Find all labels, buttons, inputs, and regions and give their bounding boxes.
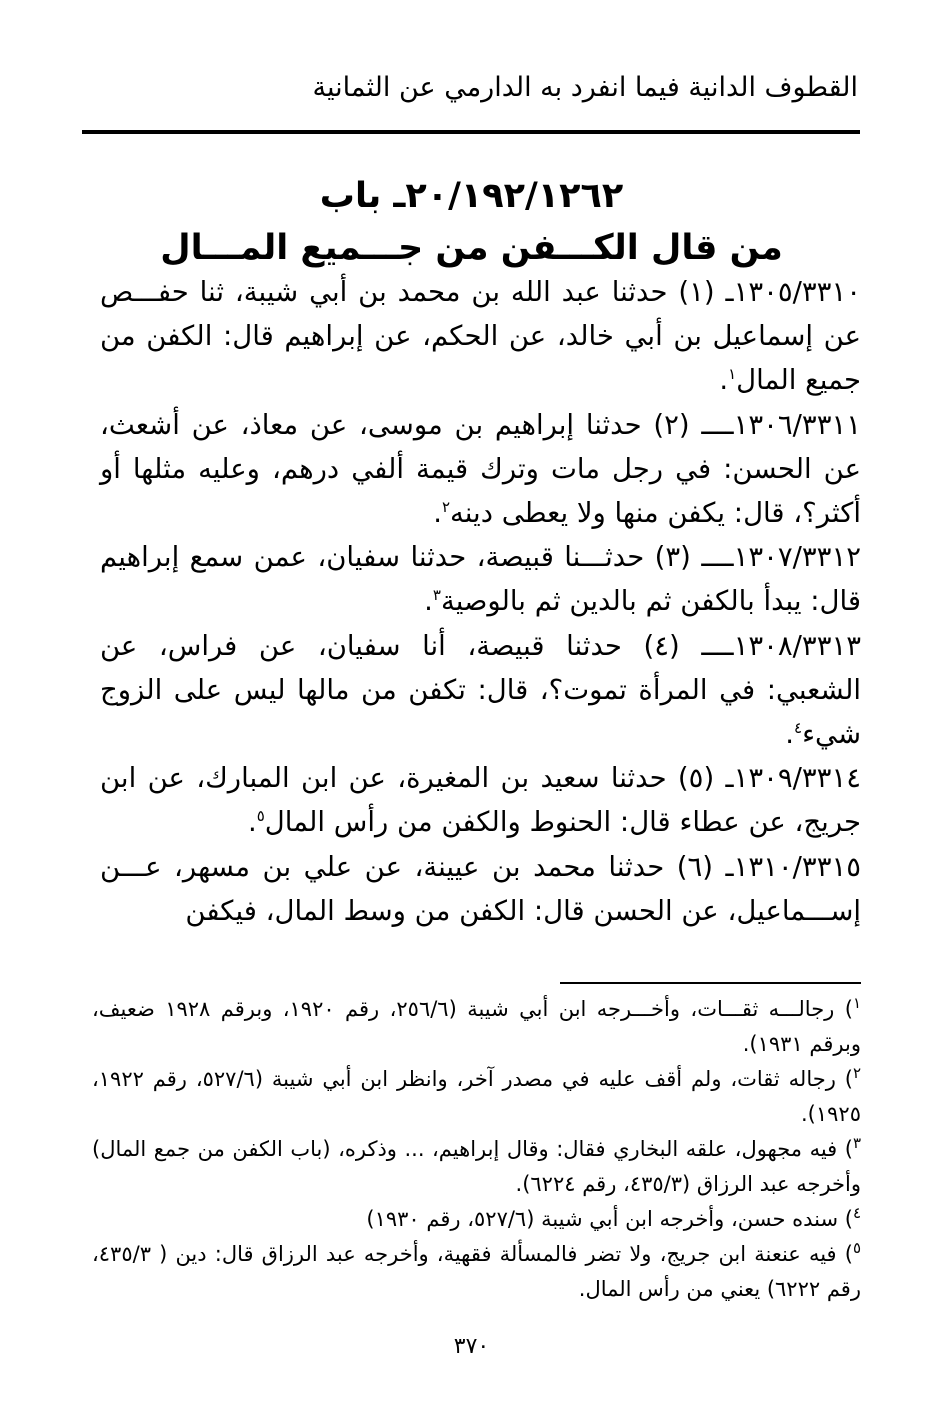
footnote-marker: ٣ [852, 1134, 861, 1152]
hadith-6 [100, 845, 861, 933]
footnote-marker: ٢ [852, 1064, 861, 1082]
hadith-2: ١٣٠٦/٣٣١١ــــ (٢) حدثنا إبراهيم بن موسى، عن معاذ، عن أشعث، عن الحسن: في رجل مات وترك قيمة ألفي درهم، وعليه مثلها أو أكثر؟، قال: يكفن منها ولا يعطى دينه$^٢$. [100, 408, 862, 530]
hadith-text: ١٣٠٦/٣٣١١ــــ (٢) حدثنا إبراهيم بن موسى، عن معاذ، عن أشعث، عن الحسن: في رجل مات وترك قيمة ألفي درهم، وعليه مثلها أو أكثر؟، قال: يكفن منها ولا يعطى دينه [100, 408, 862, 530]
footnote-3: $^٣$) فيه مجهول، علقه البخاري فقال: وقال إبراهيم، ... وذكره، (باب الكفن من جمع المال) وأخرجه عبد الرزاق (٤٣٥/٣، رقم ٦٢٢٤). [92, 1134, 861, 1196]
footnote-1: $^١$) رجالـــه ثقـــات، وأخـــرجه ابن أبي شيبة (٢٥٦/٦، رقم ١٩٢٠، وبرقم ١٩٢٨ ضعيف، وبرقم ١٩٣١). [92, 994, 861, 1056]
footnote-4: $^٤$) سنده حسن، وأخرجه ابن أبي شيبة (٥٢٧/٦، رقم ١٩٣٠) [366, 1204, 861, 1231]
footnote-marker: ٥ [852, 1239, 861, 1257]
footnote-ref: ٢ [441, 497, 451, 516]
main-text [100, 270, 861, 933]
footnote-ref: ٥ [256, 807, 265, 826]
footnote-marker: ٤ [852, 1204, 861, 1222]
running-header: القطوف الدانية فيما انفرد به الدارمي عن الثمانية [312, 72, 858, 103]
footnote-separator [560, 982, 861, 984]
footnote-ref: ٤ [794, 718, 803, 737]
footnotes [92, 992, 861, 1307]
footnote-ref: ٣ [432, 586, 441, 605]
footnote-text: سنده حسن، وأخرجه ابن أبي شيبة (٥٢٧/٦، رقم ١٩٣٠) [366, 1207, 839, 1231]
footnote-2: $^٢$) رجاله ثقات، ولم أقف عليه في مصدر آخر، وانظر ابن أبي شيبة (٥٢٧/٦، رقم ١٩٢٢، ١٩٢٥). [92, 1064, 861, 1126]
hadith-text: ١٣٠٥/٣٣١٠ـ (١) حدثنا عبد الله بن محمد بن أبي شيبة، ثنا حفـــص عن إسماعيل بن أبي خالد، عن الحكم، عن إبراهيم قال: الكفن من جميع المال [100, 276, 861, 397]
footnote-text: رجالـــه ثقـــات، وأخـــرجه ابن أبي شيبة (٢٥٦/٦، رقم ١٩٢٠، وبرقم ١٩٢٨ ضعيف، وبرقم ١٩٣١). [92, 997, 861, 1056]
hadith-text: ١٣٠٧/٣٣١٢ــــ (٣) حدثـــنا قبيصة، حدثنا سفيان، عمن سمع إبراهيم قال: يبدأ بالكفن ثم بالدين ثم بالوصية [100, 541, 861, 618]
footnote-ref: ١ [728, 365, 737, 384]
header-rule [82, 130, 860, 134]
footnote-5: $^٥$) فيه عنعنة ابن جريج، ولا تضر فالمسألة فقهية، وأخرجه عبد الرزاق قال: دين ( ٤٣٥/٣، رقم ٦٢٢٢) يعني من رأس المال. [92, 1239, 861, 1301]
footnote-text: فيه عنعنة ابن جريج، ولا تضر فالمسألة فقهية، وأخرجه عبد الرزاق قال: دين ( ٤٣٥/٣، رقم ٦٢٢٢) يعني من رأس المال. [92, 1242, 861, 1301]
hadith-text: ١٣١٠/٣٣١٥ـ (٦) حدثنا محمد بن عيينة، عن علي بن مسهر، عـــن إســـماعيل، عن الحسن قال: الكفن من وسط المال، فيكفن [100, 850, 862, 927]
hadith-5: ١٣٠٩/٣٣١٤ـ (٥) حدثنا سعيد بن المغيرة، عن ابن المبارك، عن ابن جريج، عن عطاء قال: الحنوط والكفن من رأس المال$^٥$. [100, 762, 861, 839]
page-number: ٣٧٠ [453, 1334, 490, 1359]
hadith-3: ١٣٠٧/٣٣١٢ــــ (٣) حدثـــنا قبيصة، حدثنا سفيان، عمن سمع إبراهيم قال: يبدأ بالكفن ثم بالدين ثم بالوصية$^٣$. [100, 541, 861, 618]
footnote-text: فيه مجهول، علقه البخاري فقال: وقال إبراهيم، ... وذكره، (باب الكفن من جمع المال) وأخرجه عبد الرزاق (٤٣٥/٣، رقم ٦٢٢٤). [92, 1137, 861, 1196]
hadith-text: ١٣٠٩/٣٣١٤ـ (٥) حدثنا سعيد بن المغيرة، عن ابن المبارك، عن ابن جريج، عن عطاء قال: الحنوط والكفن من رأس المال [100, 762, 861, 839]
chapter-title: من قال الكـــفن من جـــميع المـــال [160, 228, 783, 268]
footnote-marker: ١ [852, 994, 861, 1012]
chapter-number: ٢٠/١٩٢/١٢٦٢ـ باب [319, 176, 624, 216]
footnote-text: رجاله ثقات، ولم أقف عليه في مصدر آخر، وانظر ابن أبي شيبة (٥٢٧/٦، رقم ١٩٢٢، ١٩٢٥). [92, 1067, 861, 1126]
hadith-1: ١٣٠٥/٣٣١٠ـ (١) حدثنا عبد الله بن محمد بن أبي شيبة، ثنا حفـــص عن إسماعيل بن أبي خالد، عن الحكم، عن إبراهيم قال: الكفن من جميع المال$^١$. [100, 276, 861, 397]
hadith-text: ١٣٠٨/٣٣١٣ــــ (٤) حدثنا قبيصة، أنا سفيان، عن فراس، عن الشعبي: في المرأة تموت؟، قال: تكفن من مالها ليس على الزوج شيء [100, 629, 862, 751]
hadith-4: ١٣٠٨/٣٣١٣ــــ (٤) حدثنا قبيصة، أنا سفيان، عن فراس، عن الشعبي: في المرأة تموت؟، قال: تكفن من مالها ليس على الزوج شيء$^٤$. [100, 629, 862, 751]
